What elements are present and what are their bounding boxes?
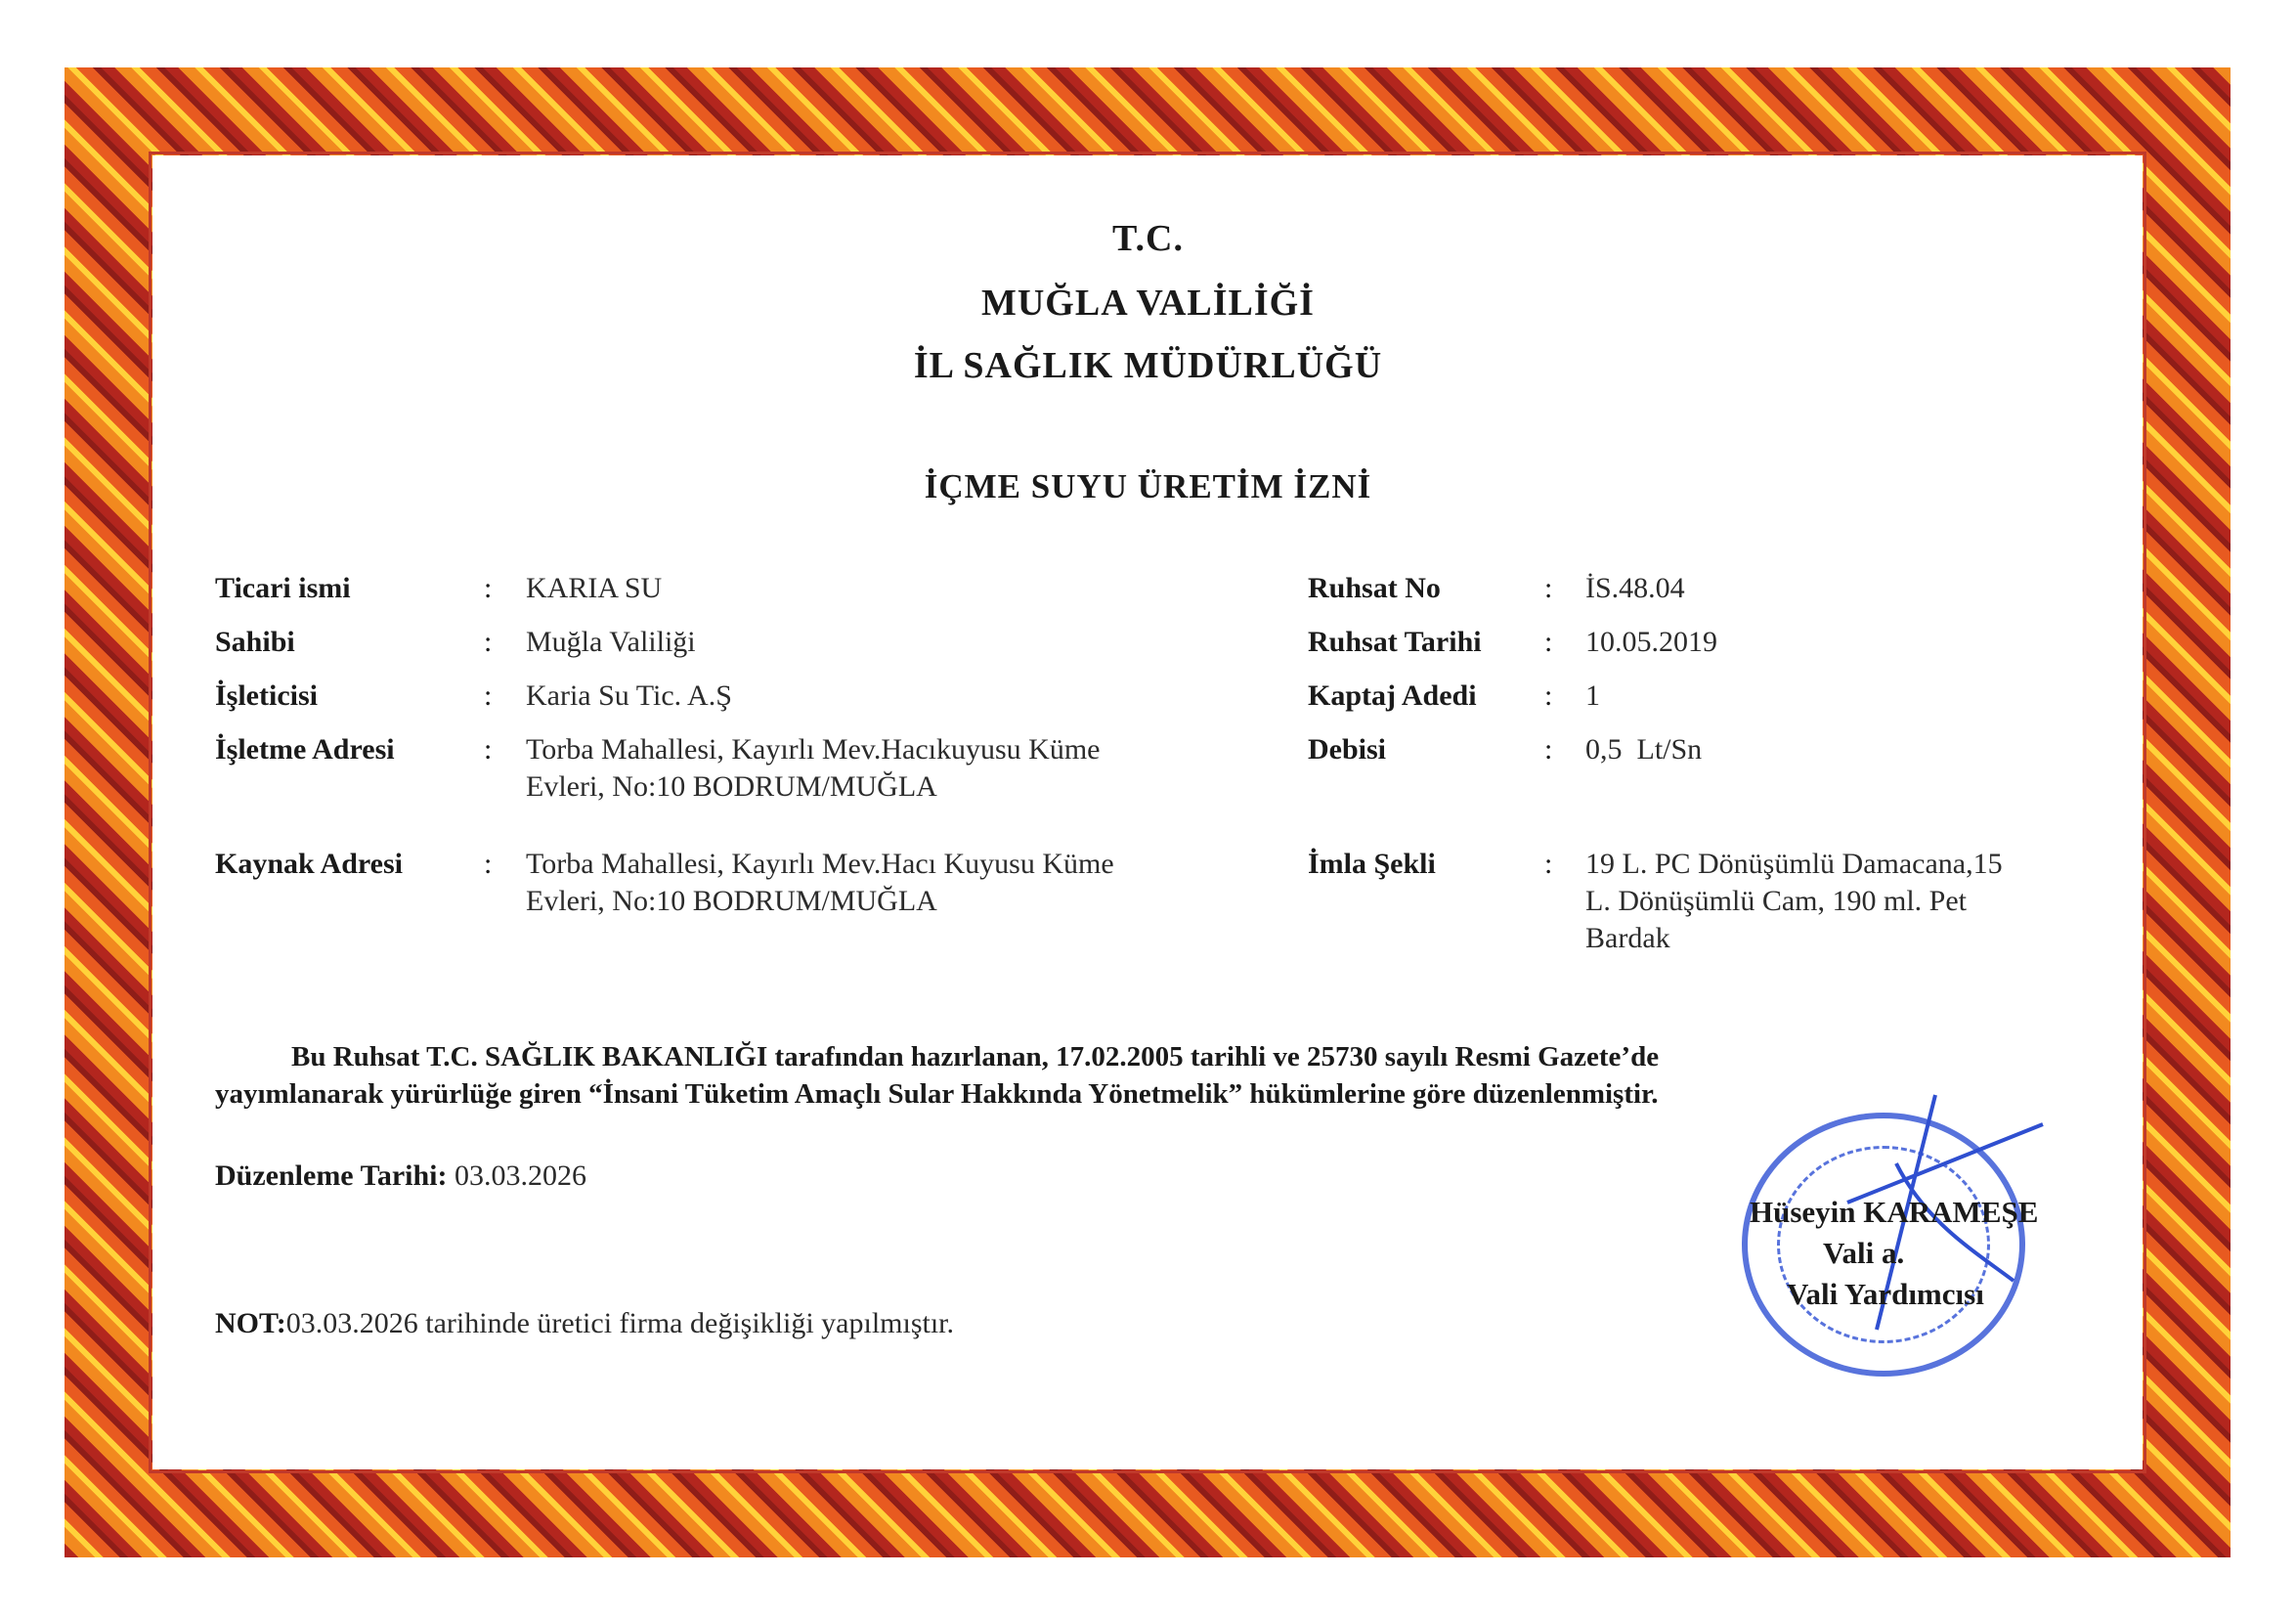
field-label-operator: İşleticisi: [215, 679, 318, 712]
field-value-filling-type-line1: 19 L. PC Dönüşümlü Damacana,15: [1585, 848, 2003, 880]
header-health-directorate: İL SAĞLIK MÜDÜRLÜĞÜ: [913, 345, 1383, 386]
colon: :: [1544, 848, 1553, 880]
colon: :: [1544, 733, 1553, 766]
header-governorship: MUĞLA VALİLİĞİ: [981, 283, 1315, 324]
regulation-paragraph-line1: Bu Ruhsat T.C. SAĞLIK BAKANLIĞI tarafından hazırlanan, 17.02.2005 tarihli ve 25730 sayılı Resmi Gazete’de: [291, 1041, 1660, 1072]
issue-date-label: Düzenleme Tarihi:: [215, 1160, 448, 1192]
field-value-license-no: İS.48.04: [1585, 572, 1685, 604]
regulation-paragraph-line2: yayımlanarak yürürlüğe giren “İnsani Tüketim Amaçlı Sular Hakkında Yönetmelik” hükümlerine göre düzenlenmiştir.: [215, 1078, 1659, 1110]
signatory-title-2: Vali Yardımcısı: [1787, 1277, 1984, 1311]
issue-date: [215, 1157, 586, 1196]
field-value-business-address-line1: Torba Mahallesi, Kayırlı Mev.Hacıkuyusu Küme: [526, 733, 1101, 766]
header-tc: T.C.: [1112, 218, 1184, 259]
field-value-capture-count: 1: [1585, 679, 1600, 712]
colon: :: [1544, 679, 1553, 712]
field-label-source-address: Kaynak Adresi: [215, 848, 403, 880]
field-label-flow-rate: Debisi: [1308, 733, 1387, 766]
field-label-owner: Sahibi: [215, 626, 295, 658]
field-label-filling-type: İmla Şekli: [1308, 848, 1436, 880]
colon: :: [484, 572, 493, 604]
colon: :: [484, 733, 493, 766]
field-value-source-address-line2: Evleri, No:10 BODRUM/MUĞLA: [526, 885, 937, 917]
field-value-owner: Muğla Valiliği: [526, 626, 696, 658]
field-label-trade-name: Ticari ismi: [215, 572, 351, 604]
note-label: NOT:: [215, 1307, 286, 1339]
signatory-name: Hüseyin KARAMEŞE: [1750, 1195, 2039, 1229]
colon: :: [1544, 572, 1553, 604]
field-value-source-address-line1: Torba Mahallesi, Kayırlı Mev.Hacı Kuyusu Küme: [526, 848, 1114, 880]
colon: :: [484, 626, 493, 658]
document-title: İÇME SUYU ÜRETİM İZNİ: [924, 467, 1372, 505]
field-value-trade-name: KARIA SU: [526, 572, 663, 604]
note: [215, 1304, 954, 1343]
colon: :: [484, 848, 493, 880]
field-value-business-address-line2: Evleri, No:10 BODRUM/MUĞLA: [526, 770, 937, 803]
field-label-license-no: Ruhsat No: [1308, 572, 1441, 604]
issue-date-value: 03.03.2026: [455, 1160, 586, 1192]
field-value-filling-type-line3: Bardak: [1585, 922, 1670, 954]
field-value-flow-rate: 0,5 Lt/Sn: [1585, 733, 1703, 766]
field-label-business-address: İşletme Adresi: [215, 733, 395, 766]
field-label-capture-count: Kaptaj Adedi: [1308, 679, 1477, 712]
field-value-license-date: 10.05.2019: [1585, 626, 1717, 658]
colon: :: [484, 679, 493, 712]
field-label-license-date: Ruhsat Tarihi: [1308, 626, 1482, 658]
field-value-operator: Karia Su Tic. A.Ş: [526, 679, 732, 712]
colon: :: [1544, 626, 1553, 658]
field-value-filling-type-line2: L. Dönüşümlü Cam, 190 ml. Pet: [1585, 885, 1967, 917]
signatory-title-1: Vali a.: [1823, 1236, 1905, 1270]
note-text: 03.03.2026 tarihinde üretici firma değişikliği yapılmıştır.: [285, 1307, 954, 1339]
